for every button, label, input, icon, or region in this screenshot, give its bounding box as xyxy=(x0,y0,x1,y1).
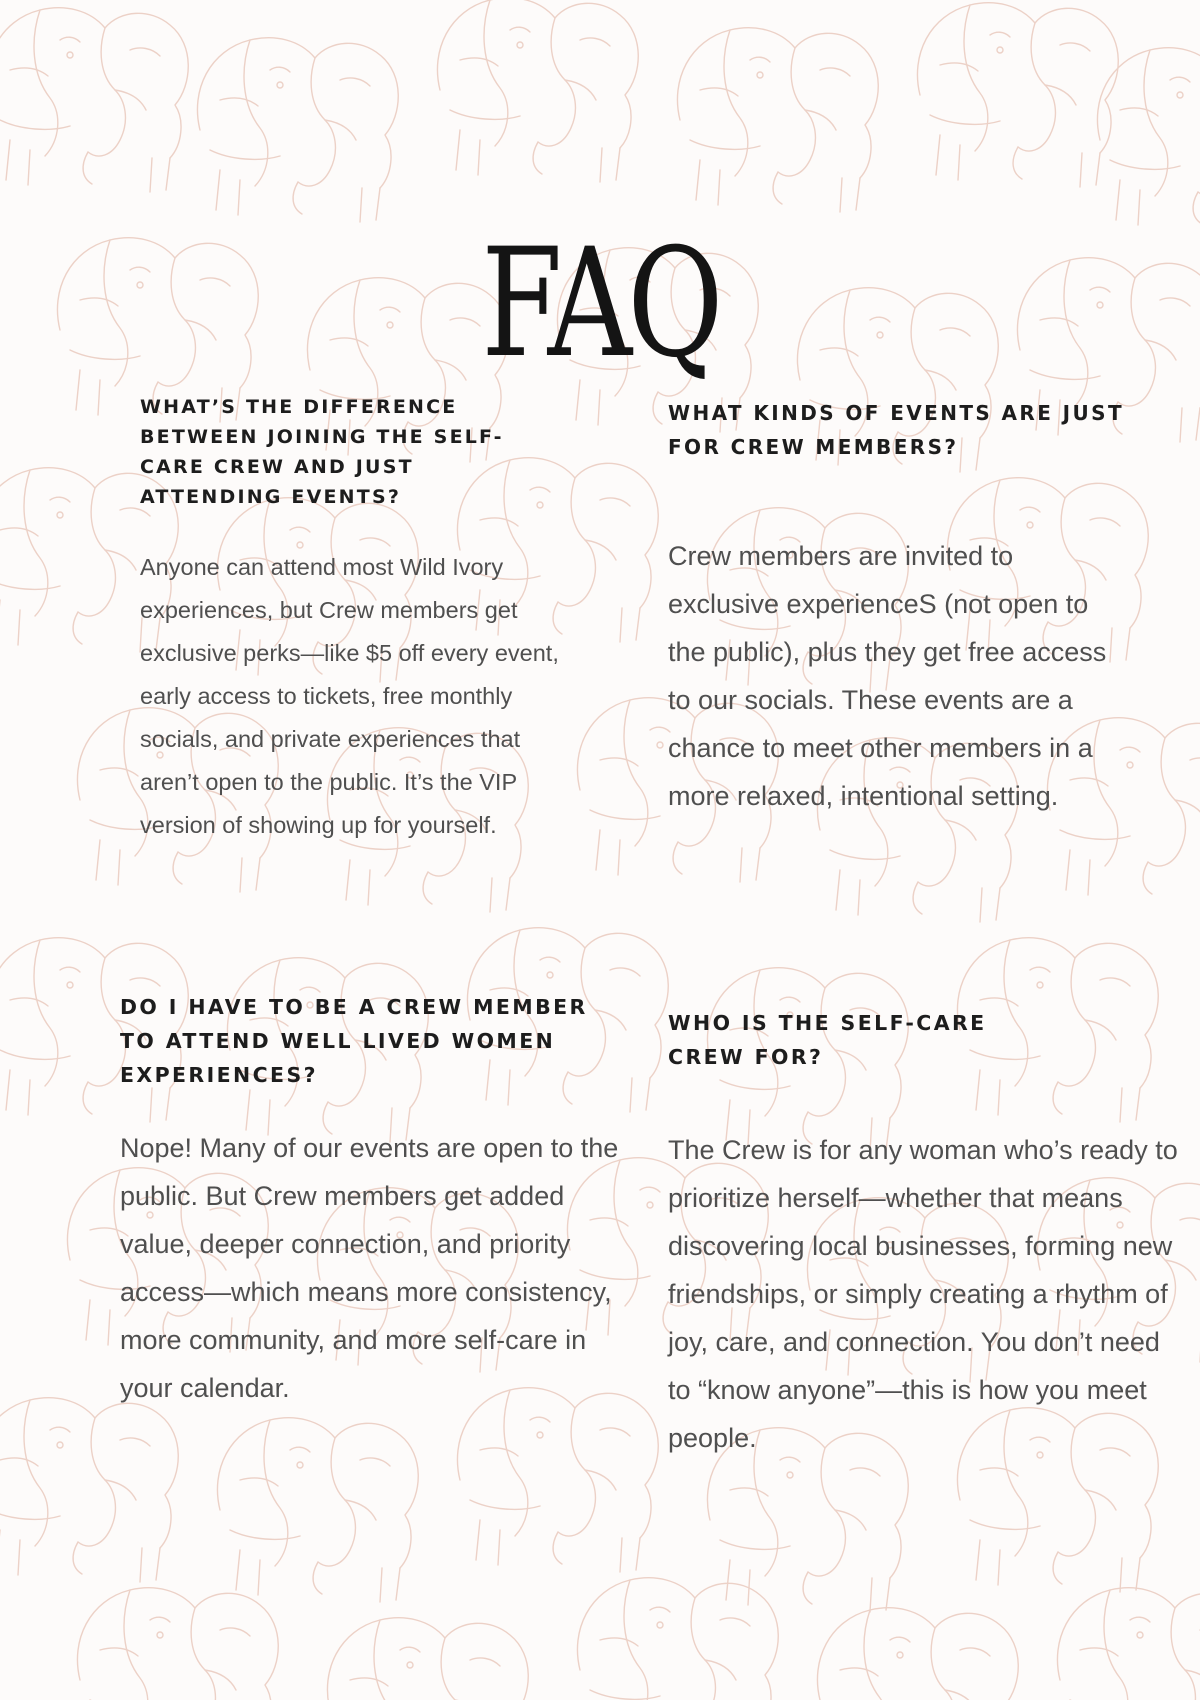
faq-question: WHAT’S THE DIFFERENCE BETWEEN JOINING THE SELF-CARE CREW AND JUST ATTENDING EVENTS? xyxy=(140,396,504,508)
faq-item-difference xyxy=(140,392,580,847)
faq-item-crew-events xyxy=(668,396,1128,820)
faq-question: DO I HAVE TO BE A CREW MEMBER TO ATTEND WELL LIVED WOMEN EXPERIENCES? xyxy=(120,995,588,1087)
faq-item-membership-required xyxy=(120,990,640,1412)
page-title: FAQ xyxy=(481,216,719,391)
faq-question: WHAT KINDS OF EVENTS ARE JUST FOR CREW MEMBERS? xyxy=(668,401,1124,459)
faq-answer: Nope! Many of our events are open to the public. But Crew members get added value, deeper connection, and priority access—which means more consistency, more community, and more self-care in your calendar. xyxy=(120,1133,619,1403)
faq-question: WHO IS THE SELF-CARE CREW FOR? xyxy=(668,1011,987,1069)
faq-answer: The Crew is for any woman who’s ready to prioritize herself—whether that means discovering local businesses, forming new friendships, or simply creating a rhythm of joy, care, and connection. You don’t need to “know anyone”—this is how you meet people. xyxy=(668,1135,1178,1453)
faq-item-who-is-crew-for xyxy=(668,1006,1178,1462)
faq-answer: Anyone can attend most Wild Ivory experiences, but Crew members get exclusive perks—like $5 off every event, early access to tickets, free monthly socials, and private experiences that aren’t open to the public. It’s the VIP version of showing up for yourself. xyxy=(140,554,559,838)
faq-answer: Crew members are invited to exclusive experienceS (not open to the public), plus they get free access to our socials. These events are a chance to meet other members in a more relaxed, intentional setting. xyxy=(668,541,1107,811)
